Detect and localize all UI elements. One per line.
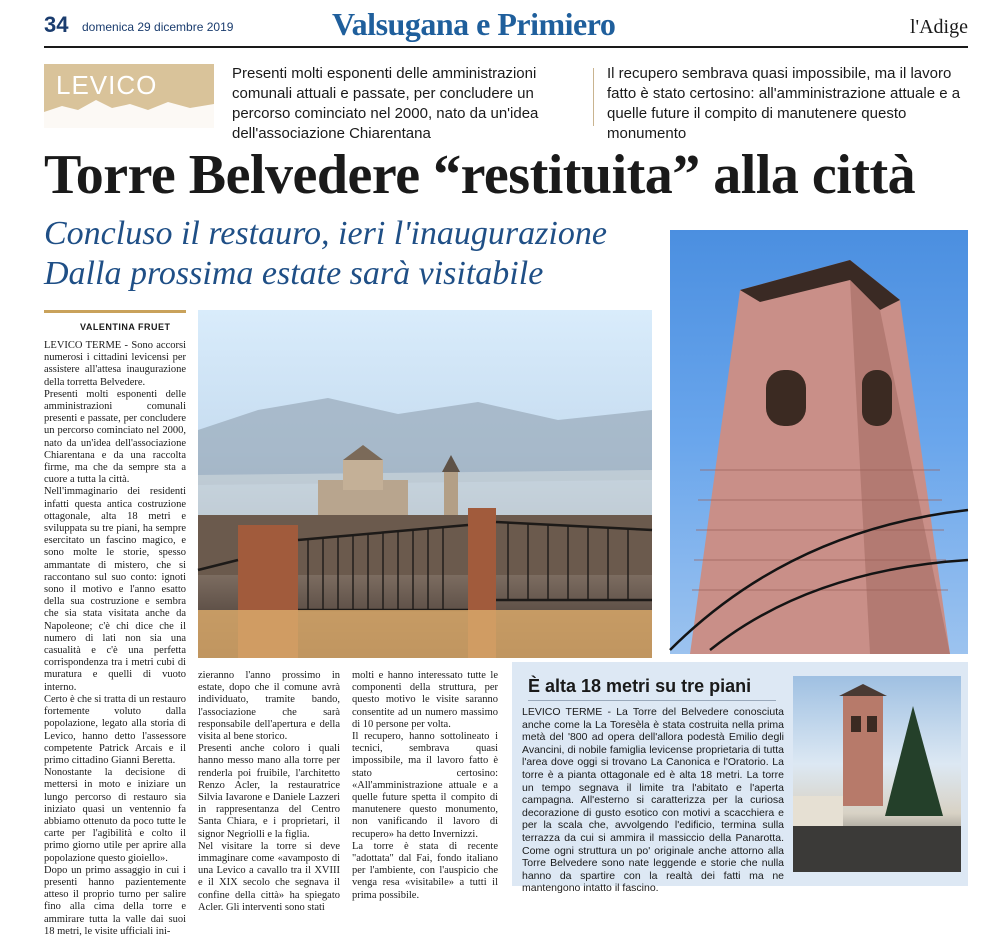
page-number: 34 [44,12,69,37]
terrace-view-photo [198,310,652,658]
kicker-divider [593,68,594,126]
article-paragraph: La torre è stata di recente "adottata" dal Fai, fondo italiano per l'ambiente, con l'auspicio che venga resa «visitabile» a tutti il prima possibile. [352,840,498,901]
article-paragraph: molti e hanno interessato tutte le componenti della struttura, per questo motivo le visite saranno consentite ad un numero massimo di 10 persone per volta. [352,670,498,730]
tower-crowd-photo [793,676,961,872]
info-box-rule [528,700,776,701]
article-column-1 [44,340,186,937]
article-column-3 [352,670,498,900]
article-paragraph: Certo è che si tratta di un restauro fortemente voluto dalla popolazione, legato alla storia di Levico, hanno detto l'assessore competente Patrick Arcais e il primo cittadino Gianni Beretta. [44,693,186,766]
article-paragraph: Dopo un primo assaggio in cui i presenti hanno pazientemente atteso il proprio turno per salire fino alla cima della torre e ammirare tutta la valle dai suoi 18 metri, le visite ufficiali ini- [44,864,186,937]
info-box-title: È alta 18 metri su tre piani [528,676,752,696]
byline: VALENTINA FRUET [80,322,171,332]
byline-rule [44,310,186,313]
kicker-left: Presenti molti esponenti delle amministrazioni comunali attuali e passate, per concludere un percorso cominciato nel 2000, nato da un'idea dell'associazione Chiarentana [232,65,539,142]
section-title: Valsugana e Primiero [332,6,616,42]
article-paragraph: Presenti molti esponenti delle amministrazioni comunali presenti e passate, per concludere un percorso cominciato nel 2000, nato da un'idea dell'associazione Chiarentana e da una raccolta firme, ma che da sempre sta a cuore a tutta la città. [44,388,186,486]
info-box-text: LEVICO TERME - La Torre del Belvedere conosciuta anche come la La Toresèla è stata costruita nella prima metà del '800 ad opera dell'allora podestà Emilio degli Avancini, di nobile famiglia levicense proprietaria di tutta l'area dove oggi si trovano La Canonica e l'Oratorio. La torre è a pianta ottagonale ed è alta 18 metri. La torre un tempo segnava il limite tra l'abitato e l'aperta campagna. All'esterno si caratterizza per la curiosa decorazione di gusto esotico con motivi a scacchiera e per la scala che, avvolgendo l'edificio, termina sulla terrazza da cui si ammira il massiccio della Panarotta. Come ogni struttura un po' originale anche attorno alla Torre Belvedere sono nate leggende e storie che nulla hanno da spartire con la realtà dei fatti ma ne mantengono intatto il fascino. [522,706,784,895]
subheadline-line-2: Dalla prossima estate sarà visitabile [44,255,544,292]
header-rule [44,46,968,48]
subheadline-line-1: Concluso il restauro, ieri l'inaugurazione [44,215,607,252]
article-paragraph: LEVICO TERME - Sono accorsi numerosi i cittadini levicensi per assistere all'attesa inaugurazione della torretta Belvedere. [44,340,186,388]
subheadline [44,214,644,294]
article-paragraph: Presenti anche coloro i quali hanno messo mano alla torre per renderla poi fruibile, l'architetto Renzo Acler, la restauratrice Silvia Iavarone e Daniele Lazzeri in rappresentanza del Centro Santa Chiara, e i proprietari, il signor Negriolli e la figlia. [198,743,340,840]
article-paragraph: zieranno l'anno prossimo in estate, dopo che il comune avrà individuato, tramite bando, l'associazione che sarà responsabile dell'apertura e della visita al bene storico. [198,670,340,743]
issue-date: domenica 29 dicembre 2019 [82,20,234,34]
article-paragraph: Nel visitare la torre si deve immaginare come «avamposto di una Levico a cavallo tra il XVIII e il XIX secolo che segnava il confine della città» ha spiegato Acler. Gli interventi sono stati [198,840,340,913]
article-column-2 [198,670,340,913]
article-paragraph: Nell'immaginario dei residenti infatti questa antica costruzione ottagonale, alta 18 metri e sviluppata su tre piani, ha sempre esercitato un fascino magico, e sono molte le storie, spesso ammantate di mistero, che si raccontano sul suo conto: ignoti sono il motivo e l'anno esatto della sua costruzione e sembra che sia stata visitata anche da Napoleone; c'è chi dice che il numero di lati non sia una casualità e c'è una perfetta corrispondenza tra i metri cubi di muratura e quelli di vuoto interno. [44,486,186,693]
article-paragraph: Il recupero, hanno sottolineato i tecnici, sembrava quasi impossibile, ma il lavoro fatto è stato certosino: «All'amministrazione attuale e a quelle future spetta il compito di manutenere questo monumento, non vanificando il lavoro di recupero» ha detto Invernizzi. [352,731,498,840]
newspaper-brand: l'Adige [909,16,968,38]
page-header [44,6,968,44]
badge-label: LEVICO [56,70,158,100]
headline: Torre Belvedere “restituita” alla città [44,144,916,206]
location-badge [44,64,214,128]
article-paragraph: Nonostante la decisione di mettersi in moto e iniziare un lungo percorso di restauro sia iniziato quasi un ventennio fa abbiamo ottenuto da poco tutte le carte per l'agibilità e colto il primo giorno utile per aprire alla popolazione questo gioiello». [44,767,186,864]
tower-close-up-photo [670,230,968,654]
kicker-right: Il recupero sembrava quasi impossibile, ma il lavoro fatto è stato certosino: all'amministrazione attuale e a quelle future il compito di manutenere questo monumento [607,65,961,142]
